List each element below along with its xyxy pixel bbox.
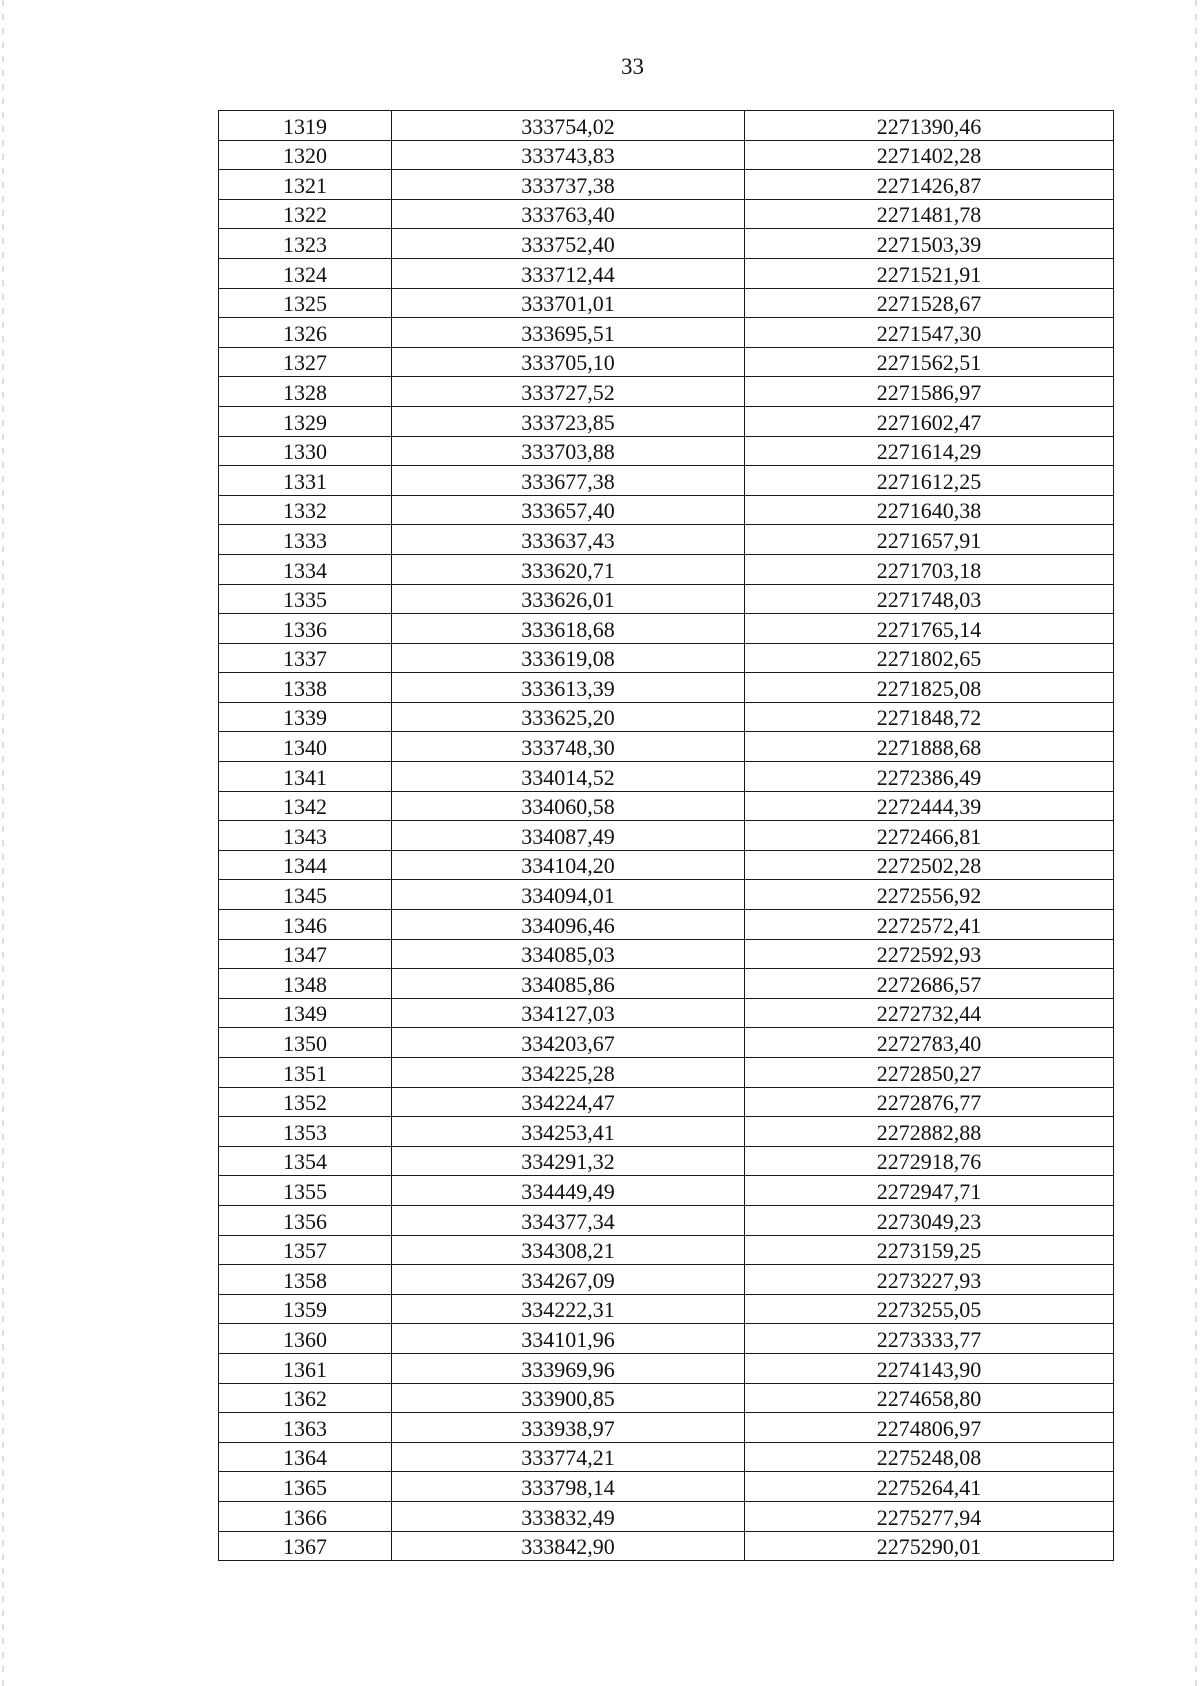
y-coordinate-cell: 2275248,08 [745,1442,1114,1472]
y-coordinate-cell: 2272918,76 [745,1146,1114,1176]
y-coordinate-cell: 2271657,91 [745,525,1114,555]
x-coordinate-cell: 333900,85 [392,1383,745,1413]
table-row [219,821,1114,851]
y-coordinate-cell: 2271848,72 [745,702,1114,732]
table-row [219,1442,1114,1472]
point-number-cell: 1356 [219,1205,392,1235]
point-number-cell: 1365 [219,1472,392,1502]
x-coordinate-cell: 334085,86 [392,969,745,999]
table-row [219,1087,1114,1117]
table-row [219,1383,1114,1413]
point-number-cell: 1348 [219,969,392,999]
point-number-cell: 1360 [219,1324,392,1354]
table-row [219,318,1114,348]
point-number-cell: 1334 [219,554,392,584]
x-coordinate-cell: 334291,32 [392,1146,745,1176]
table-row [219,1413,1114,1443]
x-coordinate-cell: 334225,28 [392,1058,745,1088]
y-coordinate-cell: 2272876,77 [745,1087,1114,1117]
x-coordinate-cell: 333938,97 [392,1413,745,1443]
table-row [219,732,1114,762]
y-coordinate-cell: 2272572,41 [745,910,1114,940]
x-coordinate-cell: 333832,49 [392,1501,745,1531]
point-number-cell: 1342 [219,791,392,821]
y-coordinate-cell: 2273159,25 [745,1235,1114,1265]
scan-edge-left [2,0,4,1686]
table-row [219,1265,1114,1295]
table-row [219,525,1114,555]
y-coordinate-cell: 2272882,88 [745,1117,1114,1147]
table-row [219,969,1114,999]
x-coordinate-cell: 334014,52 [392,762,745,792]
point-number-cell: 1367 [219,1531,392,1561]
y-coordinate-cell: 2275264,41 [745,1472,1114,1502]
x-coordinate-cell: 333701,01 [392,288,745,318]
table-row [219,614,1114,644]
table-row [219,762,1114,792]
y-coordinate-cell: 2271602,47 [745,406,1114,436]
y-coordinate-cell: 2271586,97 [745,377,1114,407]
x-coordinate-cell: 333969,96 [392,1353,745,1383]
table-row [219,1028,1114,1058]
x-coordinate-cell: 334224,47 [392,1087,745,1117]
x-coordinate-cell: 334222,31 [392,1294,745,1324]
y-coordinate-cell: 2271547,30 [745,318,1114,348]
point-number-cell: 1330 [219,436,392,466]
y-coordinate-cell: 2271390,46 [745,111,1114,141]
point-number-cell: 1350 [219,1028,392,1058]
point-number-cell: 1351 [219,1058,392,1088]
point-number-cell: 1363 [219,1413,392,1443]
point-number-cell: 1366 [219,1501,392,1531]
point-number-cell: 1346 [219,910,392,940]
table-row [219,495,1114,525]
y-coordinate-cell: 2272850,27 [745,1058,1114,1088]
point-number-cell: 1354 [219,1146,392,1176]
x-coordinate-cell: 334094,01 [392,880,745,910]
x-coordinate-cell: 334127,03 [392,998,745,1028]
x-coordinate-cell: 333619,08 [392,643,745,673]
table-row [219,288,1114,318]
point-number-cell: 1319 [219,111,392,141]
table-row [219,140,1114,170]
x-coordinate-cell: 334267,09 [392,1265,745,1295]
point-number-cell: 1341 [219,762,392,792]
point-number-cell: 1361 [219,1353,392,1383]
point-number-cell: 1349 [219,998,392,1028]
x-coordinate-cell: 334087,49 [392,821,745,851]
point-number-cell: 1362 [219,1383,392,1413]
point-number-cell: 1353 [219,1117,392,1147]
y-coordinate-cell: 2275290,01 [745,1531,1114,1561]
point-number-cell: 1359 [219,1294,392,1324]
y-coordinate-cell: 2274806,97 [745,1413,1114,1443]
y-coordinate-cell: 2272686,57 [745,969,1114,999]
point-number-cell: 1345 [219,880,392,910]
x-coordinate-cell: 333705,10 [392,347,745,377]
y-coordinate-cell: 2272386,49 [745,762,1114,792]
y-coordinate-cell: 2271614,29 [745,436,1114,466]
point-number-cell: 1322 [219,199,392,229]
y-coordinate-cell: 2271825,08 [745,673,1114,703]
table-row [219,229,1114,259]
y-coordinate-cell: 2271703,18 [745,554,1114,584]
table-row [219,584,1114,614]
table-row [219,347,1114,377]
point-number-cell: 1335 [219,584,392,614]
x-coordinate-cell: 333842,90 [392,1531,745,1561]
y-coordinate-cell: 2273333,77 [745,1324,1114,1354]
point-number-cell: 1336 [219,614,392,644]
coordinates-table-body [219,111,1114,1561]
x-coordinate-cell: 333798,14 [392,1472,745,1502]
table-row [219,554,1114,584]
x-coordinate-cell: 333743,83 [392,140,745,170]
table-row [219,910,1114,940]
table-row [219,791,1114,821]
table-row [219,1146,1114,1176]
table-row [219,643,1114,673]
point-number-cell: 1364 [219,1442,392,1472]
y-coordinate-cell: 2271562,51 [745,347,1114,377]
page-number: 33 [621,54,644,79]
point-number-cell: 1328 [219,377,392,407]
x-coordinate-cell: 333763,40 [392,199,745,229]
table-row [219,377,1114,407]
point-number-cell: 1323 [219,229,392,259]
table-row [219,1472,1114,1502]
point-number-cell: 1347 [219,939,392,969]
x-coordinate-cell: 334101,96 [392,1324,745,1354]
point-number-cell: 1325 [219,288,392,318]
y-coordinate-cell: 2272502,28 [745,850,1114,880]
y-coordinate-cell: 2271481,78 [745,199,1114,229]
y-coordinate-cell: 2274658,80 [745,1383,1114,1413]
table-row [219,1324,1114,1354]
x-coordinate-cell: 333695,51 [392,318,745,348]
y-coordinate-cell: 2271521,91 [745,258,1114,288]
table-row [219,1501,1114,1531]
x-coordinate-cell: 334060,58 [392,791,745,821]
point-number-cell: 1320 [219,140,392,170]
point-number-cell: 1339 [219,702,392,732]
y-coordinate-cell: 2275277,94 [745,1501,1114,1531]
table-row [219,258,1114,288]
x-coordinate-cell: 334085,03 [392,939,745,969]
x-coordinate-cell: 333712,44 [392,258,745,288]
x-coordinate-cell: 333748,30 [392,732,745,762]
y-coordinate-cell: 2271503,39 [745,229,1114,259]
table-row [219,1531,1114,1561]
point-number-cell: 1337 [219,643,392,673]
y-coordinate-cell: 2271765,14 [745,614,1114,644]
y-coordinate-cell: 2271402,28 [745,140,1114,170]
table-row [219,1353,1114,1383]
point-number-cell: 1352 [219,1087,392,1117]
table-row [219,702,1114,732]
table-row [219,1058,1114,1088]
x-coordinate-cell: 333754,02 [392,111,745,141]
x-coordinate-cell: 333618,68 [392,614,745,644]
x-coordinate-cell: 334449,49 [392,1176,745,1206]
x-coordinate-cell: 334253,41 [392,1117,745,1147]
x-coordinate-cell: 334308,21 [392,1235,745,1265]
point-number-cell: 1331 [219,466,392,496]
table-row [219,850,1114,880]
table-row [219,111,1114,141]
point-number-cell: 1326 [219,318,392,348]
x-coordinate-cell: 333703,88 [392,436,745,466]
y-coordinate-cell: 2271612,25 [745,466,1114,496]
point-number-cell: 1332 [219,495,392,525]
x-coordinate-cell: 334104,20 [392,850,745,880]
table-row [219,880,1114,910]
y-coordinate-cell: 2272556,92 [745,880,1114,910]
table-row [219,998,1114,1028]
table-row [219,1117,1114,1147]
y-coordinate-cell: 2273049,23 [745,1205,1114,1235]
table-row [219,406,1114,436]
table-row [219,1205,1114,1235]
x-coordinate-cell: 333727,52 [392,377,745,407]
point-number-cell: 1324 [219,258,392,288]
x-coordinate-cell: 334377,34 [392,1205,745,1235]
table-row [219,939,1114,969]
y-coordinate-cell: 2274143,90 [745,1353,1114,1383]
point-number-cell: 1321 [219,170,392,200]
table-row [219,436,1114,466]
point-number-cell: 1357 [219,1235,392,1265]
x-coordinate-cell: 333723,85 [392,406,745,436]
point-number-cell: 1355 [219,1176,392,1206]
point-number-cell: 1333 [219,525,392,555]
x-coordinate-cell: 333774,21 [392,1442,745,1472]
coordinates-table [218,110,1114,1561]
table-row [219,199,1114,229]
x-coordinate-cell: 333677,38 [392,466,745,496]
y-coordinate-cell: 2272947,71 [745,1176,1114,1206]
x-coordinate-cell: 333625,20 [392,702,745,732]
y-coordinate-cell: 2272466,81 [745,821,1114,851]
x-coordinate-cell: 333657,40 [392,495,745,525]
point-number-cell: 1327 [219,347,392,377]
point-number-cell: 1358 [219,1265,392,1295]
point-number-cell: 1340 [219,732,392,762]
table-row [219,1235,1114,1265]
point-number-cell: 1344 [219,850,392,880]
x-coordinate-cell: 333620,71 [392,554,745,584]
point-number-cell: 1343 [219,821,392,851]
scan-edge-right [1195,0,1197,1686]
x-coordinate-cell: 333752,40 [392,229,745,259]
y-coordinate-cell: 2271528,67 [745,288,1114,318]
y-coordinate-cell: 2273255,05 [745,1294,1114,1324]
table-row [219,673,1114,703]
x-coordinate-cell: 334203,67 [392,1028,745,1058]
table-row [219,1176,1114,1206]
point-number-cell: 1329 [219,406,392,436]
table-row [219,466,1114,496]
y-coordinate-cell: 2272592,93 [745,939,1114,969]
point-number-cell: 1338 [219,673,392,703]
y-coordinate-cell: 2272783,40 [745,1028,1114,1058]
table-row [219,170,1114,200]
x-coordinate-cell: 333613,39 [392,673,745,703]
y-coordinate-cell: 2271888,68 [745,732,1114,762]
y-coordinate-cell: 2273227,93 [745,1265,1114,1295]
x-coordinate-cell: 333637,43 [392,525,745,555]
table-row [219,1294,1114,1324]
y-coordinate-cell: 2272732,44 [745,998,1114,1028]
y-coordinate-cell: 2271748,03 [745,584,1114,614]
y-coordinate-cell: 2271426,87 [745,170,1114,200]
y-coordinate-cell: 2271640,38 [745,495,1114,525]
x-coordinate-cell: 334096,46 [392,910,745,940]
y-coordinate-cell: 2271802,65 [745,643,1114,673]
x-coordinate-cell: 333626,01 [392,584,745,614]
y-coordinate-cell: 2272444,39 [745,791,1114,821]
x-coordinate-cell: 333737,38 [392,170,745,200]
